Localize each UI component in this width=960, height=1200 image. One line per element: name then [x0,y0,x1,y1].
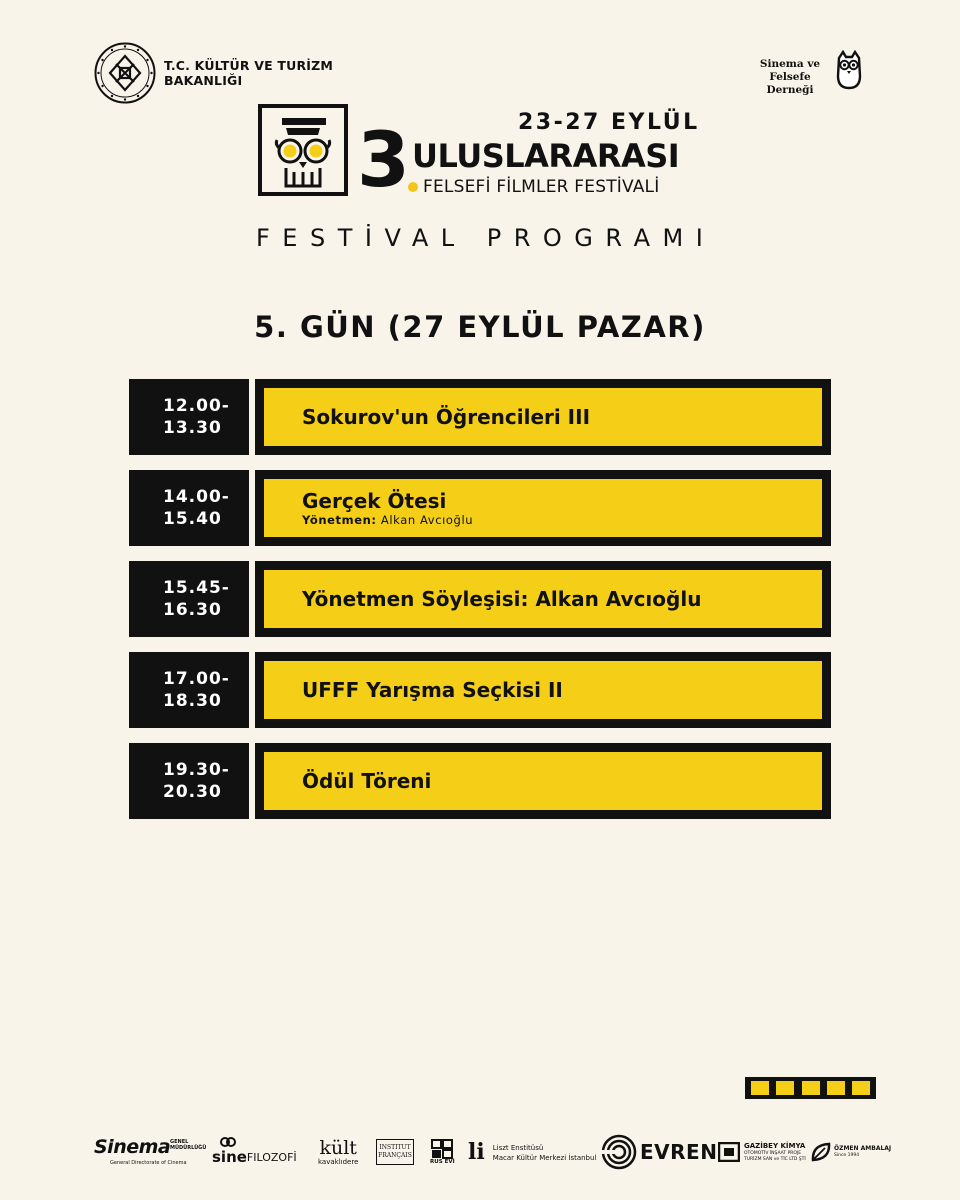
event-title: Sokurov'un Öğrencileri III [302,405,591,429]
film-frame [802,1081,820,1095]
festival-owl-logo-icon [258,104,348,196]
event-card [255,652,831,728]
sponsor-sinema-genel-mudurlugu [88,1132,206,1172]
sponsor-liszt-mark: li [468,1139,485,1165]
film-frame [751,1081,769,1095]
film-frame [852,1081,870,1095]
film-frame [776,1081,794,1095]
sponsor-sinefilozofi [212,1132,297,1172]
ministry-name-line1: T.C. KÜLTÜR VE TURİZM [164,58,334,73]
film-frame [827,1081,845,1095]
time-end: 20.30 [163,782,222,802]
yellow-dot-icon [408,182,418,192]
sponsor-kult-main: kült [319,1137,357,1159]
sponsor-gazibey-main: GAZİBEY KİMYA [744,1141,806,1150]
ozmen-leaf-icon [810,1141,832,1163]
festival-dates: 23-27 EYLÜL [518,110,700,135]
institut-line2: FRANÇAIS [378,1152,412,1159]
time-end: 18.30 [163,691,222,711]
sponsor-gazibey-line2: TURİZM SAN ve TİC LTD ŞTİ [744,1156,806,1162]
time-slot [129,652,249,728]
ministry-emblem-icon [94,42,156,104]
gazibey-icon [718,1142,740,1162]
day-title: 5. GÜN (27 EYLÜL PAZAR) [254,310,706,344]
time-slot [129,379,249,455]
festival-name: ULUSLARARASI [412,137,680,175]
sponsor-liszt-line2: Macar Kültür Merkezi İstanbul [492,1154,597,1162]
event-card [255,561,831,637]
sponsor-sinefilozofi-part1: sine [212,1148,247,1166]
event-title: Gerçek Ötesi [302,488,447,513]
sponsor-sinema-bottom: General Directorate of Cinema [110,1160,187,1166]
time-start: 14.00- [163,487,230,507]
event-director [302,513,822,528]
association-name-line1: Sinema ve Felsefe [759,58,821,83]
sponsor-evren-label: EVREN [640,1140,718,1164]
event-card-inner [264,752,822,810]
sponsor-liszt-line1: Liszt Enstitüsü [492,1144,544,1152]
event-card-inner [264,479,822,537]
time-end: 15.40 [163,509,222,529]
event-card [255,379,831,455]
schedule-row [129,743,831,819]
program-title: FESTİVAL PROGRAMI [256,224,716,252]
schedule-row [129,652,831,728]
owl-icon [836,50,862,90]
festival-edition-number: 3 [357,115,406,204]
event-card-inner [264,661,822,719]
event-card [255,470,831,546]
time-slot [129,561,249,637]
time-end: 13.30 [163,418,222,438]
time-start: 17.00- [163,669,230,689]
event-card [255,743,831,819]
event-title: Ödül Töreni [302,769,432,793]
evren-swirl-icon [601,1134,637,1170]
festival-subtitle-row [408,177,659,197]
sponsor-rus-evi [430,1132,455,1172]
sponsor-ozmen-ambalaj [810,1132,891,1172]
ministry-name [164,58,333,88]
schedule-row [129,561,831,637]
schedule-row [129,470,831,546]
sinefilozofi-owl-icon [220,1135,236,1149]
time-start: 19.30- [163,760,230,780]
sponsor-evren [601,1132,717,1172]
event-title: UFFF Yarışma Seçkisi II [302,678,563,702]
association-name [742,58,838,97]
schedule-row [129,379,831,455]
director-label: Yönetmen: [302,512,377,527]
sponsor-sinema-main: Sinema [94,1136,171,1158]
sponsor-sinema-side [170,1139,206,1151]
time-start: 12.00- [163,396,230,416]
time-start: 15.45- [163,578,230,598]
association-name-line2: Derneği [766,84,814,96]
sponsor-ozmen-main: ÖZMEN AMBALAJ [834,1145,892,1152]
sponsor-rus-evi-label: RUS EVİ [430,1159,455,1165]
sponsor-sinema-side2: MÜDÜRLÜĞÜ [170,1145,207,1151]
director-name: Alkan Avcıoğlu [380,512,474,527]
time-slot [129,470,249,546]
film-strip-decoration [745,1077,876,1099]
sponsor-sinefilozofi-part2: FILOZOFİ [246,1151,297,1164]
sponsor-institut-francais [376,1132,414,1172]
event-card-inner [264,388,822,446]
sponsor-liszt [468,1132,596,1172]
sponsor-sinema-side1: GENEL [170,1139,189,1145]
institut-line1: INSTITUT [379,1144,411,1151]
sponsor-kult [318,1132,358,1172]
sponsor-gazibey-line1: OTOMOTİV İNŞAAT PROJE [744,1150,802,1156]
time-end: 16.30 [163,600,222,620]
sponsor-gazibey-kimya [718,1132,806,1172]
ministry-name-line2: BAKANLIĞI [164,73,243,88]
event-card-inner [264,570,822,628]
time-slot [129,743,249,819]
festival-subtitle: FELSEFİ FİLMLER FESTİVALİ [423,177,660,197]
event-title: Yönetmen Söyleşisi: Alkan Avcıoğlu [302,587,702,611]
sponsor-ozmen-line1: Since 1994 [834,1153,860,1158]
rus-evi-icon [431,1139,453,1159]
sponsor-kult-sub: kavaklıdere [318,1158,359,1166]
